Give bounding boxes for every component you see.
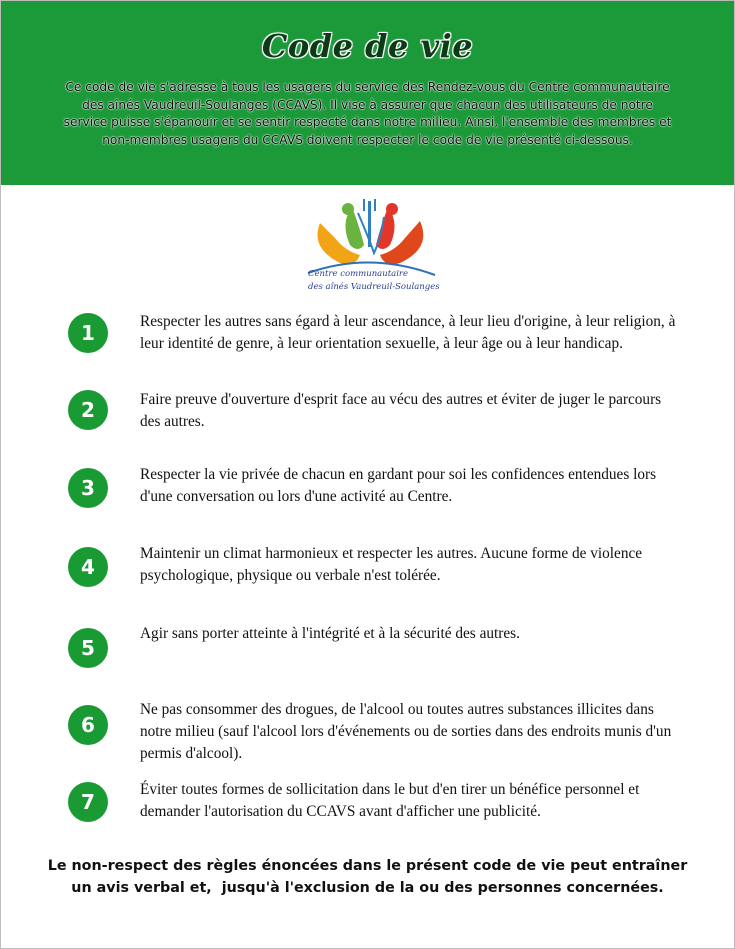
logo-text-line2: des aînés Vaudreuil-Soulanges [308, 282, 440, 292]
rule-text: Éviter toutes formes de sollicitation dans le but d'en tirer un bénéfice personnel et demander l'autorisation du CCAVS avant d'afficher une publicité. [140, 781, 640, 820]
rule-number-badge: 6 [68, 705, 108, 745]
rule-text: Agir sans porter atteinte à l'intégrité et à la sécurité des autres. [140, 625, 520, 642]
ccavs-logo [300, 193, 440, 295]
rule-number-badge: 2 [68, 390, 108, 430]
rule-text: Respecter les autres sans égard à leur ascendance, à leur lieu d'origine, à leur religion, à leur identité de genre, à leur orientation sexuelle, à leur âge ou à leur handicap. [140, 313, 676, 352]
rule-text: Maintenir un climat harmonieux et respecter les autres. Aucune forme de violence psychologique, physique ou verbale n'est tolérée. [140, 545, 643, 584]
rule-text: Ne pas consommer des drogues, de l'alcool ou toutes autres substances illicites dans notre milieu (sauf l'alcool lors d'événements ou de sorties dans des endroits munis d'un permis d'alcool). [140, 701, 672, 762]
logo-graphic [300, 193, 440, 295]
intro-paragraph: Ce code de vie s'adresse à tous les usagers du service des Rendez-vous du Centre communautaire des aînés Vaudreuil-Soulanges (CCAVS). Il vise à assurer que chacun des utilisateurs de notre service puisse s'épanouir et se sentir respecté dans notre milieu. Ainsi, l'ensemble des membres et non-membres usagers du CCAVS doivent respecter le code de vie présenté ci-dessous. [63, 80, 672, 147]
footer-line-2: un avis verbal et, jusqu'à l'exclusion de la ou des personnes concernées. [71, 880, 664, 896]
logo-text-line1: Centre communautaire [308, 269, 409, 279]
rule-number-badge: 7 [68, 782, 108, 822]
logo-green-head [342, 203, 354, 215]
logo-fork-tine [374, 199, 376, 211]
page-title: Code de vie [261, 27, 474, 65]
logo-red-head [386, 203, 398, 215]
rule-number-badge: 4 [68, 547, 108, 587]
footer-line-1: Le non-respect des règles énoncées dans le présent code de vie peut entraîner [47, 858, 688, 874]
rule-number-badge: 3 [68, 468, 108, 508]
rule-number-badge: 5 [68, 628, 108, 668]
header-banner [1, 1, 734, 185]
rule-text: Respecter la vie privée de chacun en gardant pour soi les confidences entendues lors d'une conversation ou lors d'une activité au Centre. [140, 466, 657, 505]
rule-number-badge: 1 [68, 313, 108, 353]
logo-fork-tine [363, 199, 365, 211]
rule-text: Faire preuve d'ouverture d'esprit face au vécu des autres et éviter de juger le parcours des autres. [140, 391, 662, 430]
footer-warning [40, 855, 695, 899]
